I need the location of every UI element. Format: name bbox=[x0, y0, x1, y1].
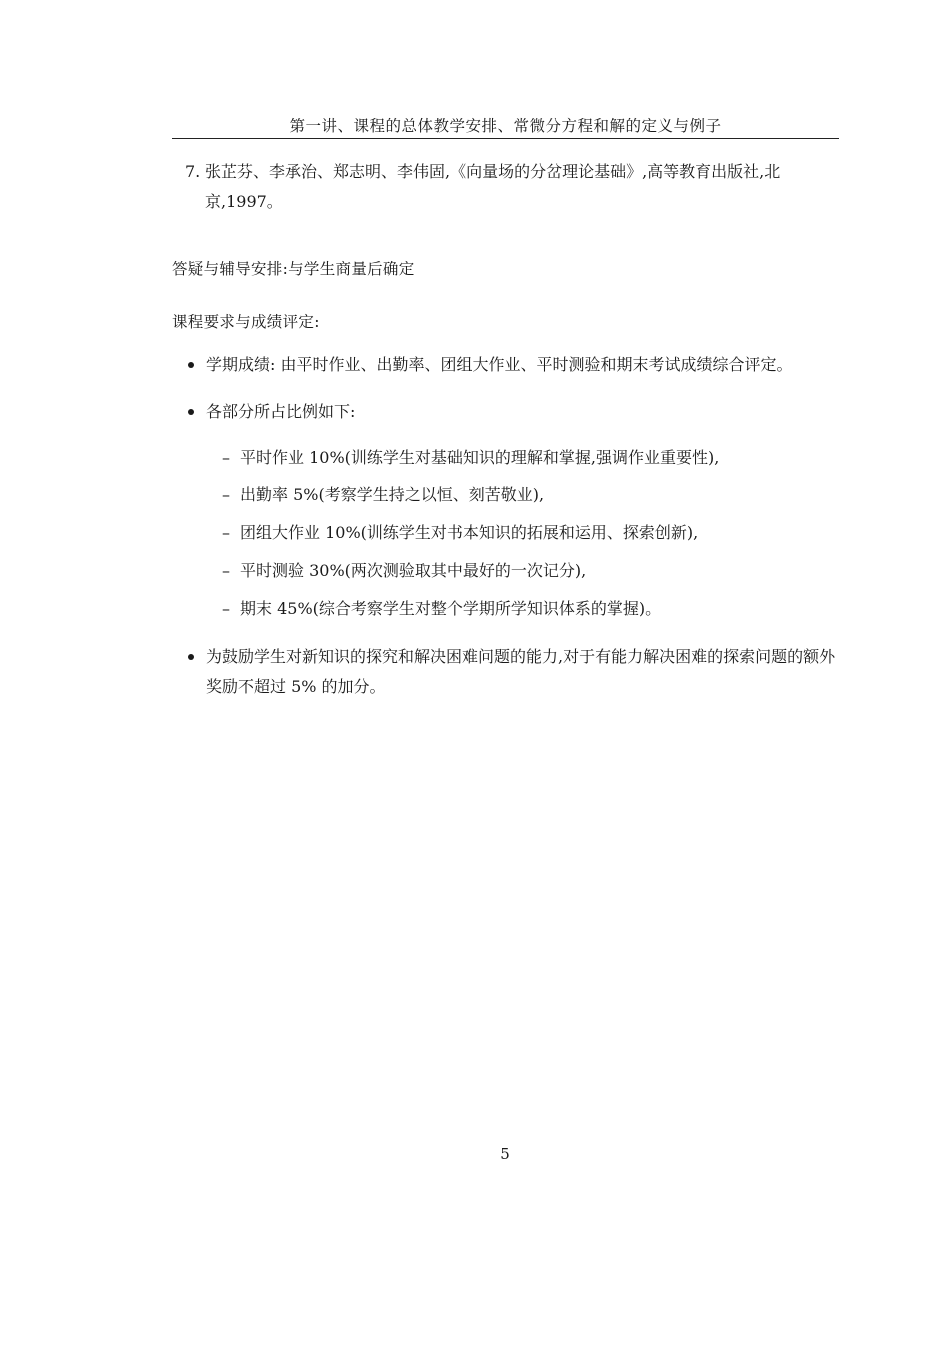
running-header: 第一讲、课程的总体教学安排、常微分方程和解的定义与例子 bbox=[289, 117, 722, 135]
sub-item-group-project bbox=[222, 518, 850, 548]
dash-marker: – bbox=[222, 485, 230, 504]
dash-marker: – bbox=[222, 561, 230, 580]
bullet-icon bbox=[188, 654, 194, 660]
dash-marker: – bbox=[222, 523, 230, 542]
sub-item-homework bbox=[222, 443, 850, 473]
qa-arrangement bbox=[172, 257, 839, 281]
reference-item-7 bbox=[185, 157, 855, 217]
reference-number: 7. bbox=[185, 162, 201, 181]
qa-label: 答疑与辅导安排: bbox=[172, 260, 289, 278]
sub-item-quizzes bbox=[222, 556, 850, 586]
sub-item-text: 平时作业 10%(训练学生对基础知识的理解和掌握,强调作业重要性), bbox=[240, 448, 720, 467]
sub-item-final-exam bbox=[222, 594, 850, 624]
reference-text: 张芷芬、李承治、郑志明、李伟固,《向量场的分岔理论基础》,高等教育出版社,北京,1997。 bbox=[205, 162, 781, 211]
dash-marker: – bbox=[222, 599, 230, 618]
sub-item-text: 出勤率 5%(考察学生持之以恒、刻苦敬业), bbox=[240, 485, 545, 504]
qa-text: 与学生商量后确定 bbox=[288, 260, 415, 278]
bullet-text: 各部分所占比例如下: bbox=[206, 402, 356, 421]
sub-item-text: 期末 45%(综合考察学生对整个学期所学知识体系的掌握)。 bbox=[240, 599, 662, 618]
bullet-icon bbox=[188, 362, 194, 368]
bullet-item-grading bbox=[188, 350, 851, 380]
requirements-heading: 课程要求与成绩评定: bbox=[172, 313, 320, 331]
bullet-text: 学期成绩: 由平时作业、出勤率、团组大作业、平时测验和期末考试成绩综合评定。 bbox=[206, 355, 793, 374]
page-number: 5 bbox=[500, 1145, 510, 1163]
bullet-icon bbox=[188, 409, 194, 415]
header-rule bbox=[172, 138, 839, 139]
sub-item-attendance bbox=[222, 480, 850, 510]
bullet-text: 为鼓励学生对新知识的探究和解决困难问题的能力,对于有能力解决困难的探索问题的额外奖励不超过 5% 的加分。 bbox=[206, 647, 836, 696]
sub-item-text: 平时测验 30%(两次测验取其中最好的一次记分), bbox=[240, 561, 587, 580]
bullet-item-proportions bbox=[188, 397, 851, 427]
bullet-item-bonus bbox=[188, 642, 851, 702]
sub-item-text: 团组大作业 10%(训练学生对书本知识的拓展和运用、探索创新), bbox=[240, 523, 699, 542]
dash-marker: – bbox=[222, 448, 230, 467]
